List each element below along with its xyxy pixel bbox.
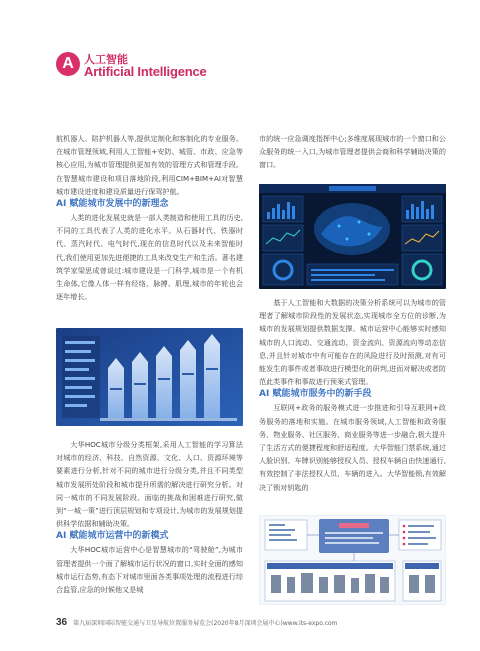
section-heading: AI 赋能城市运营中的新模式 (56, 531, 169, 542)
page-number: 36 (56, 617, 68, 628)
section-title-en: Artificial Intelligence (84, 64, 207, 79)
section-heading: AI 赋能城市服务中的新手段 (259, 389, 372, 400)
left-column-top (56, 132, 243, 303)
paragraph: 基于人工智能和大数据的决策分析系统可以为城市的管理者了解城市阶段性的发展状态,实现城市全方位的诊断,为城市的发展规划提供数据支撑。城市运营中心能够实时感知城市的人口流动、交通流动、资金流向、资源流向等动态信息,并且针对城市中有可能存在的风险进行及时预测,对有可能发生的事件或者事故进行模型化的研判,进而对解决或者防范此类事件和事故进行预案式管理。 (259, 298, 446, 387)
section-title-cn: 人工智能 (84, 53, 128, 66)
right-column-bottom (259, 296, 446, 494)
journal-info: 第九届深圳国际智能交通与卫星导航位置服务展览会(2020年8月深圳会展中心)www.its-expo.com (73, 620, 338, 627)
access-control-system-diagram (259, 515, 446, 605)
section-logo-icon: A (56, 52, 80, 76)
section-heading: AI 赋能城市发展中的新理念 (56, 199, 169, 210)
paragraph: 大华HOC城市运营中心是智慧城市的“驾驶舱”,为城市管理者提供一个面了解城市运行状况的窗口,实时全面的感知城市运行态势,有态下对城市里面各类事项处理的流程进行综合监管,应急的时候他又是城 (56, 545, 243, 595)
city-development-diagram (56, 328, 243, 426)
section-header (56, 50, 256, 84)
paragraph: 市的统一应急调度指挥中心;多维度展现城市的一个窗口和公众服务的统一入口,为城市管理者提供会商和科学辅助决策的窗口。 (259, 134, 446, 170)
paragraph: 人类的进化发展史就是一部人类制造和使用工具的历史,不同的工具代表了人类的进化水平。从石器时代、铁器时代、蒸汽时代、电气时代,现在的信息时代以及未来智能时代,我们使用更加先进便捷的工具来改变生产和生活。著名建筑学家梁思成曾说过:城市建设是一门科学,城市是一个有机生命体,它像人体一样有经络、脉搏、肌理,城市的年轮也会逐年增长。 (56, 213, 243, 302)
paragraph: 大华HOC城市分级分类框架,采用人工智能的学习算法对城市的经济、科技、自然资源、文化、人口、资源环境等要素进行分析,针对不同的城市进行分级分类,并且不同类型城市发展所处阶段和城市提升所需的解决进行研究分析。对同一城市的不同发展阶段、面临的挑战和困难进行研究,做到“一城一策”进行顶层规划和专项设计,为城市的发展规划提供科学依据和辅助决策。 (56, 440, 243, 529)
right-column-top (259, 132, 446, 172)
paragraph: 互联网+政务的服务模式进一步推进和引导互联网+政务服务的落地和实施。在城市服务领域,人工智能和政务服务、物业服务、社区服务、商业服务等进一步融合,极大提升了生活方式的便捷程度和舒适程度。大华智能门禁系统,通过人脸识别、车牌识别能够授权人员、授权车辆自由快速通行,有效控制了非法授权人员、车辆的进入。大华智能锁,有效解决了锁对钥匙的 (259, 403, 446, 492)
left-column-bottom (56, 438, 243, 596)
paragraph: 航机器人、陪护机器人等,提供定制化和客制化的专业服务。在城市管理领域,利用人工智能+安防、城管、市政、应急等核心应用,为城市管理提供更加有效的管理方式和管理手段。在智慧城市建设和项目落地阶段,利用CIM+BIM+AI对智慧城市建设进度和建设质量进行保驾护航。 (56, 134, 243, 196)
page-footer (56, 617, 338, 628)
operations-dashboard-screenshot (259, 184, 446, 289)
